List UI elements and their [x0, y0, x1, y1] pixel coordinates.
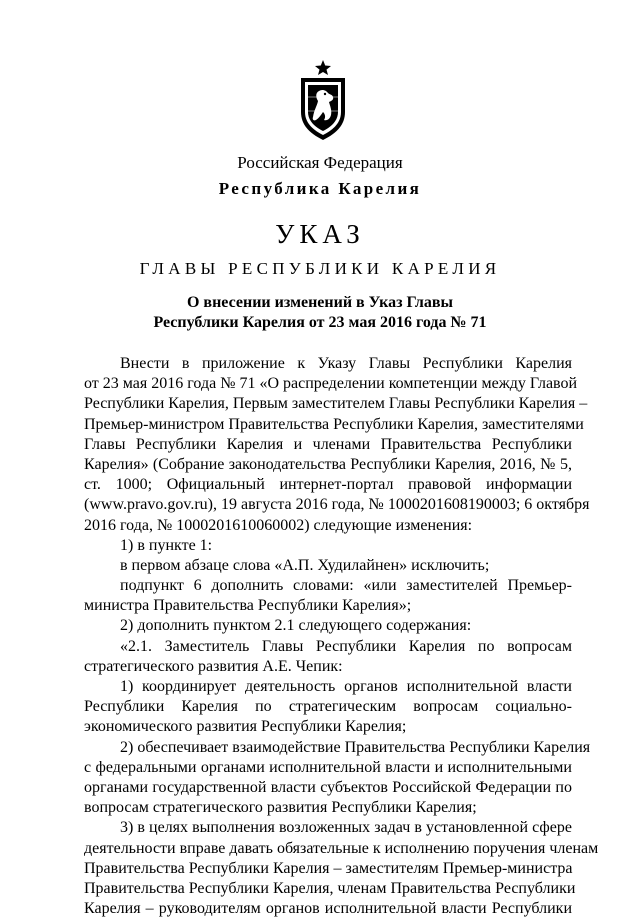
body-line: министра Правительства Республики Карелия»; [84, 597, 412, 615]
body-line: Премьер-министром Правительства Республики Карелия, заместителями [84, 415, 584, 433]
document-issuer: ГЛАВЫ РЕСПУБЛИКИ КАРЕЛИЯ [139, 259, 501, 278]
body-line: вопросам стратегического развития Республики Карелия; [84, 799, 477, 817]
body-line: Карелия» (Собрание законодательства Республики Карелия, 2016, № 5, [84, 455, 572, 473]
body-line: 1) координирует деятельность органов исполнительной власти [120, 678, 572, 695]
document-subject-line: О внесении изменений в Указ Главы [186, 294, 453, 311]
body-line: стратегического развития А.Е. Чепик: [84, 657, 343, 675]
country-name: Российская Федерация [237, 153, 403, 172]
document-subject-line: Республики Карелия от 23 мая 2016 года № 71 [153, 314, 487, 331]
karelia-coat-of-arms-icon [297, 60, 349, 142]
body-line: Правительства Республики Карелия, членам Правительства Республики [84, 879, 576, 897]
body-line: в первом абзаце слова «А.П. Худилайнен» исключить; [120, 556, 490, 574]
body-line: подпункт 6 дополнить словами: «или заместителей Премьер- [120, 577, 572, 595]
document-type: УКАЗ [275, 219, 365, 249]
body-line: Главы Республики Карелия и членами Правительства Республики [84, 435, 572, 453]
body-line: Республики Карелия по стратегическим вопросам социально- [84, 698, 572, 716]
body-line: экономического развития Республики Карелия; [84, 718, 407, 736]
body-line: деятельности вправе давать обязательные к исполнению поручения членам [84, 839, 599, 857]
body-line: (www.pravo.gov.ru), 19 августа 2016 года, № 1000201608190003; 6 октября [84, 496, 590, 514]
body-line: ст. 1000; Официальный интернет-портал правовой информации [84, 476, 572, 494]
body-line: 3) в целях выполнения возложенных задач в установленной сфере [120, 819, 572, 837]
body-line: 2016 года, № 1000201610060002) следующие изменения: [84, 516, 473, 534]
body-line: Правительства Республики Карелия – заместителям Премьер-министра [84, 859, 573, 877]
body-line: с федеральными органами исполнительной власти и исполнительными [84, 758, 572, 776]
body-line: органами государственной власти субъектов Российской Федерации по [84, 778, 572, 796]
body-line: Республики Карелия, Первым заместителем Главы Республики Карелия – [84, 395, 588, 413]
body-line: 1) в пункте 1: [120, 536, 213, 554]
body-line: Карелия – руководителям органов исполнительной власти Республики [84, 900, 572, 918]
republic-name: Республика Карелия [218, 179, 422, 198]
body-line: 2) дополнить пунктом 2.1 следующего содержания: [120, 617, 472, 635]
body-line: Внести в приложение к Указу Главы Республики Карелия [120, 355, 572, 372]
body-line: «2.1. Заместитель Главы Республики Карелия по вопросам [120, 637, 572, 655]
body-line: от 23 мая 2016 года № 71 «О распределении компетенции между Главой [84, 375, 578, 393]
body-line: 2) обеспечивает взаимодействие Правительства Республики Карелия [120, 738, 591, 756]
document-body [84, 354, 599, 919]
